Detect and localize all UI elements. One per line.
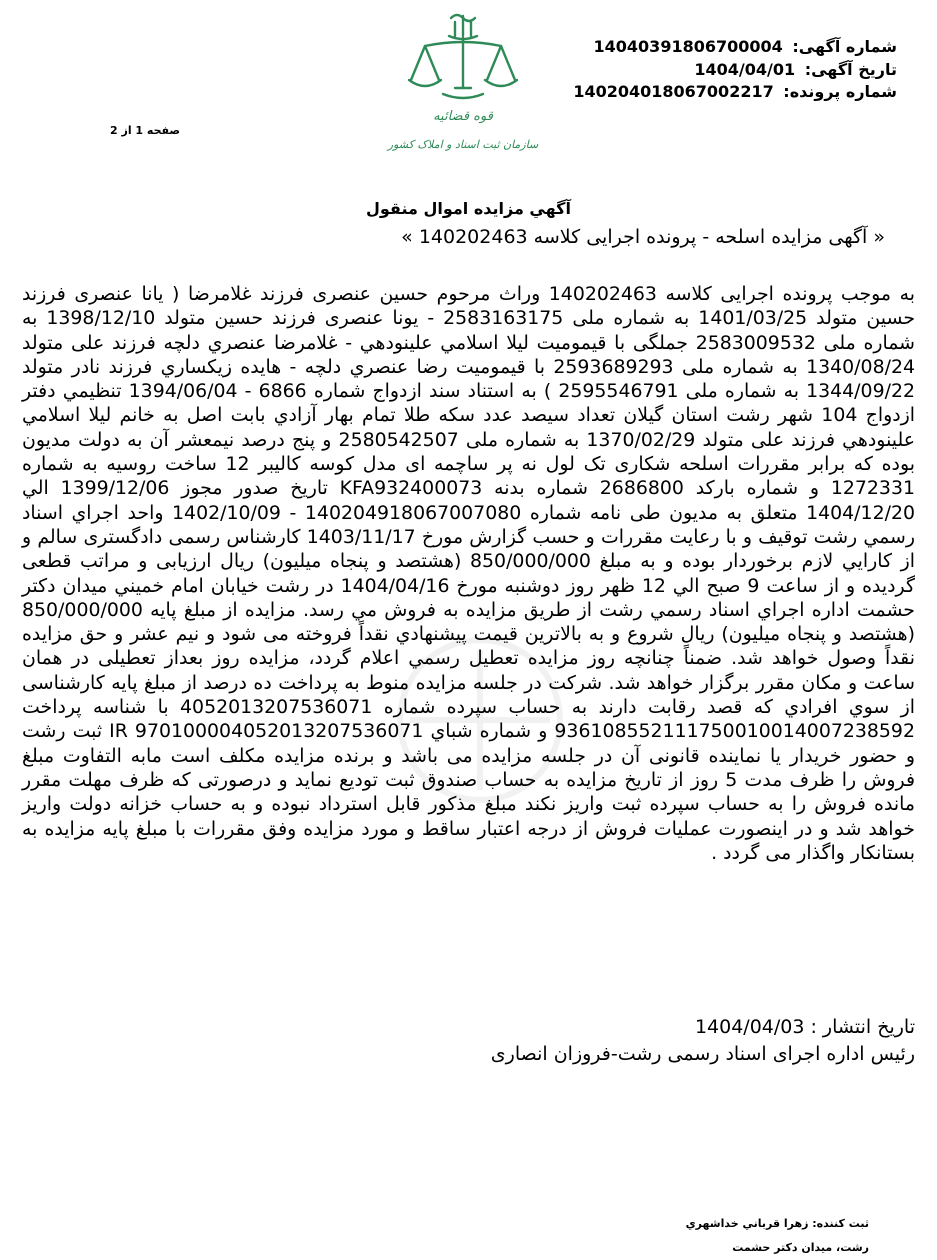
ad-date: 1404/04/01 — [694, 59, 796, 79]
ad-number: 14040391806700004 — [593, 37, 783, 56]
announcement-body: به موجب پرونده اجرایی کلاسه 140202463 وراث مرحوم حسین عنصری فرزند غلامرضا ( یانا عنصری فرزند حسین متولد 1401/03/25 به شماره ملی 2583163175 - یونا عنصری فرزند حسین متولد 1398/12/10 به شماره ملی 2583009532 جملگی با قیمومیت لیلا اسلامي علینودهي - غلامرضا عنصري دلچه فرزند علی متولد 1340/08/24 به شماره ملی 2593689293 با قیمومیت رضا عنصري دلچه - هایده زیکساري فرزند نادر متولد 1344/09/22 به شماره ملی 2595546791 ) به استناد سند ازدواج شماره 6866 - 1394/06/04 تنظیمي دفتر ازدواج 104 شهر رشت استان گیلان تعداد سیصد عدد سکه طلا تمام بهار آزادي بابت اصل به خانم لیلا اسلامي علینودهي فرزند علی متولد 1370/02/29 به شماره ملی 2580542507 و پنج درصد نیمعشر آن به دولت مدیون بوده که برابر مقررات اسلحه شکاری تک لول نه پر ساچمه ای مدل کوسه کالیبر 12 ساخت روسیه به شماره 1272331 و شماره بارکد 2686800 شماره بدنه KFA932400073 تاریخ صدور مجوز 1399/12/06 الي 1404/12/20 متعلق به مدیون طی نامه شماره 140204918067007080 - 1402/10/09 واحد اجراي اسناد رسمي رشت توقیف و با رعایت مقررات و حسب گزارش مورخ 1403/11/17 کارشناس رسمی دادگستری سالم و از کارایي لازم برخوردار بوده و به مبلغ 850/000/000 (هشتصد و پنجاه میلیون) ریال ارزیابی و مراتب قطعی گردیده و از ساعت 9 صبح الي 12 ظهر روز دوشنبه مورخ 1404/04/16 در رشت خیابان امام خمیني میدان دکتر حشمت اداره اجراي اسناد رسمي رشت از طریق مزایده به فروش مي رسد. مزایده از مبلغ پایه 850/000/000 (هشتصد و پنجاه میلیون) ریال شروع و به بالاترین قیمت پیشنهادي نقداً فروخته می شود و نیم عشر و حق مزایده نقداً وصول خواهد شد. ضمناً چنانچه روز مزایده تعطیل رسمي اعلام گردد، مزایده روز بعداز تعطیلی در همان ساعت و مکان مقرر برگزار خواهد شد. شرکت در جلسه مزایده منوط به پرداخت ده درصد از مبلغ پایه کارشناسی از سوي افرادي که قصد رقابت دارند به حساب سپرده شماره 4052013207536071 با شناسه پرداخت 936108552111750010014007238592 و شماره شباي IR 970100004052013207536071 ثبت رشت و حضور خریدار یا نماینده قانونی آن در جلسه مزایده می باشد و برنده مزایده مکلف است مابه التفاوت مبلغ فروش را ظرف مدت 5 روز از تاریخ مزایده به حساب صندوق ثبت تودیع نماید و درصورتی که ظرف مهلت مقرر مانده فروش را به حساب سپرده ثبت واریز نکند مبلغ مذکور قابل استرداد نبوده و به حساب خزانه دولت واریز خواهد شد و در اینصورت عملیات فروش از درجه اعتبار ساقط و مورد مزایده وفق مقررات با مبلغ پایه مزایده به بستانکار واگذار می گردد . — [22, 283, 916, 864]
page-subtitle: « آگهی مزایده اسلحه - پرونده اجرایی کلاسه 140202463 » — [401, 226, 885, 248]
ad-date-row — [557, 59, 897, 82]
ad-number-row — [557, 36, 897, 59]
page-title: آگهي مزايده اموال منقول — [366, 199, 571, 218]
location-line: رشت، میدان دکتر حشمت — [732, 1241, 869, 1254]
publish-date: تاریخ انتشار : 1404/04/03 — [694, 1016, 915, 1038]
file-number-label: شماره پرونده: — [783, 82, 897, 101]
ad-metadata — [557, 36, 897, 104]
ad-date-label: تاریخ آگهی: — [804, 59, 897, 79]
registrar-line: ثبت کننده: زهرا قرباني خداشهري — [685, 1217, 869, 1230]
judiciary-emblem-logo — [385, 8, 545, 163]
svg-text:قوه قضائیه: قوه قضائیه — [433, 109, 493, 124]
file-number-row — [557, 81, 897, 104]
page-number: صفحه 1 از 2 — [110, 124, 181, 137]
ad-number-label: شماره آگهی: — [792, 37, 897, 56]
file-number: 140204018067002217 — [573, 82, 774, 101]
svg-text:سازمان ثبت اسناد و املاک کشور: سازمان ثبت اسناد و املاک کشور — [387, 138, 539, 151]
signature-line: رئیس اداره اجرای اسناد رسمی رشت-فروزان انصاری — [490, 1043, 915, 1065]
scales-of-justice-icon — [385, 8, 545, 163]
